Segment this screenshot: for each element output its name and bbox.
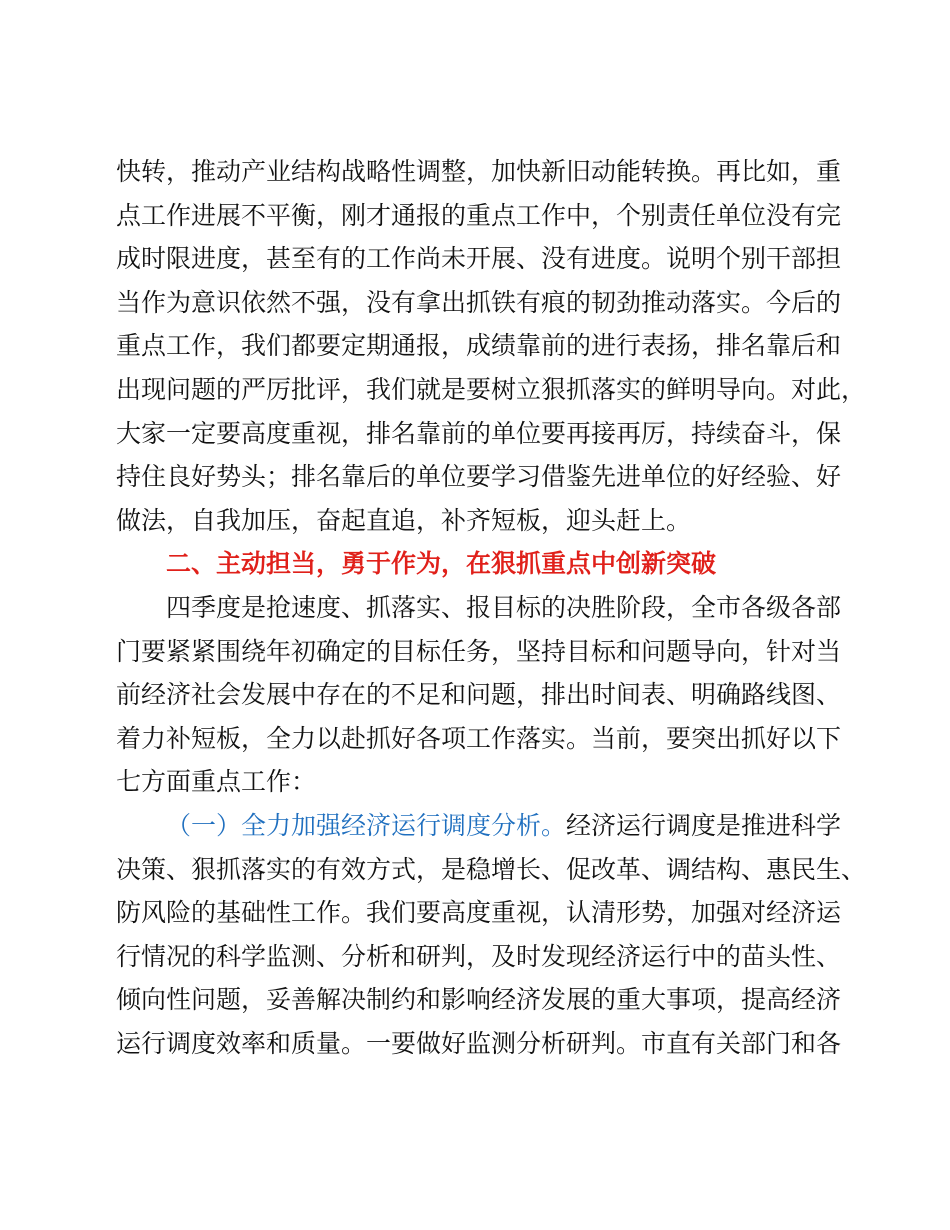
- paragraph-line: 当作为意识依然不强，没有拿出抓铁有痕的韧劲推动落实。今后的: [116, 287, 842, 317]
- paragraph-line: 出现问题的严厉批评，我们就是要树立狠抓落实的鲜明导向。对此，: [116, 374, 867, 404]
- paragraph-line: 大家一定要高度重视，排名靠前的单位要再接再厉，持续奋斗，保: [116, 418, 842, 448]
- paragraph-line: 防风险的基础性工作。我们要高度重视，认清形势，加强对经济运: [116, 898, 842, 928]
- paragraph-line: 成时限进度，甚至有的工作尚未开展、没有进度。说明个别干部担: [116, 244, 842, 274]
- paragraph-line: 重点工作，我们都要定期通报，成绩靠前的进行表扬，排名靠后和: [116, 331, 842, 361]
- paragraph-line: 快转，推动产业结构战略性调整，加快新旧动能转换。再比如，重: [116, 157, 842, 186]
- paragraph-line: 七方面重点工作：: [116, 767, 317, 797]
- paragraph-line: 前经济社会发展中存在的不足和问题，排出时间表、明确路线图、: [116, 680, 842, 710]
- paragraph-line: 点工作进展不平衡，刚才通报的重点工作中，个别责任单位没有完: [116, 200, 842, 230]
- paragraph-line: 决策、狠抓落实的有效方式，是稳增长、促改革、调结构、惠民生、: [116, 854, 867, 884]
- paragraph-line: 门要紧紧围绕年初确定的目标任务，坚持目标和问题导向，针对当: [116, 636, 842, 666]
- paragraph-line: 运行调度效率和质量。一要做好监测分析研判。市直有关部门和各: [116, 1028, 842, 1058]
- subsection-first-line: [116, 804, 851, 848]
- paragraph-line: 行情况的科学监测、分析和研判，及时发现经济运行中的苗头性、: [116, 941, 842, 971]
- paragraph-line: 做法，自我加压，奋起直追，补齐短板，迎头赶上。: [116, 505, 692, 535]
- paragraph-line: 着力补短板，全力以赴抓好各项工作落实。当前，要突出抓好以下: [116, 723, 842, 753]
- paragraph-line: 四季度是抢速度、抓落实、报目标的决胜阶段，全市各级各部: [166, 592, 842, 622]
- section-heading: 二、主动担当，勇于作为，在狠抓重点中创新突破: [166, 549, 717, 579]
- subsection-heading: （一）全力加强经济运行调度分析。: [166, 810, 567, 840]
- subsection-first-line-text: 经济运行调度是推进科学: [566, 810, 842, 840]
- paragraph-line: 倾向性问题，妥善解决制约和影响经济发展的重大事项，提高经济: [116, 985, 842, 1015]
- paragraph-line: 持住良好势头；排名靠后的单位要学习借鉴先进单位的好经验、好: [116, 462, 842, 492]
- document-body: [116, 150, 867, 1065]
